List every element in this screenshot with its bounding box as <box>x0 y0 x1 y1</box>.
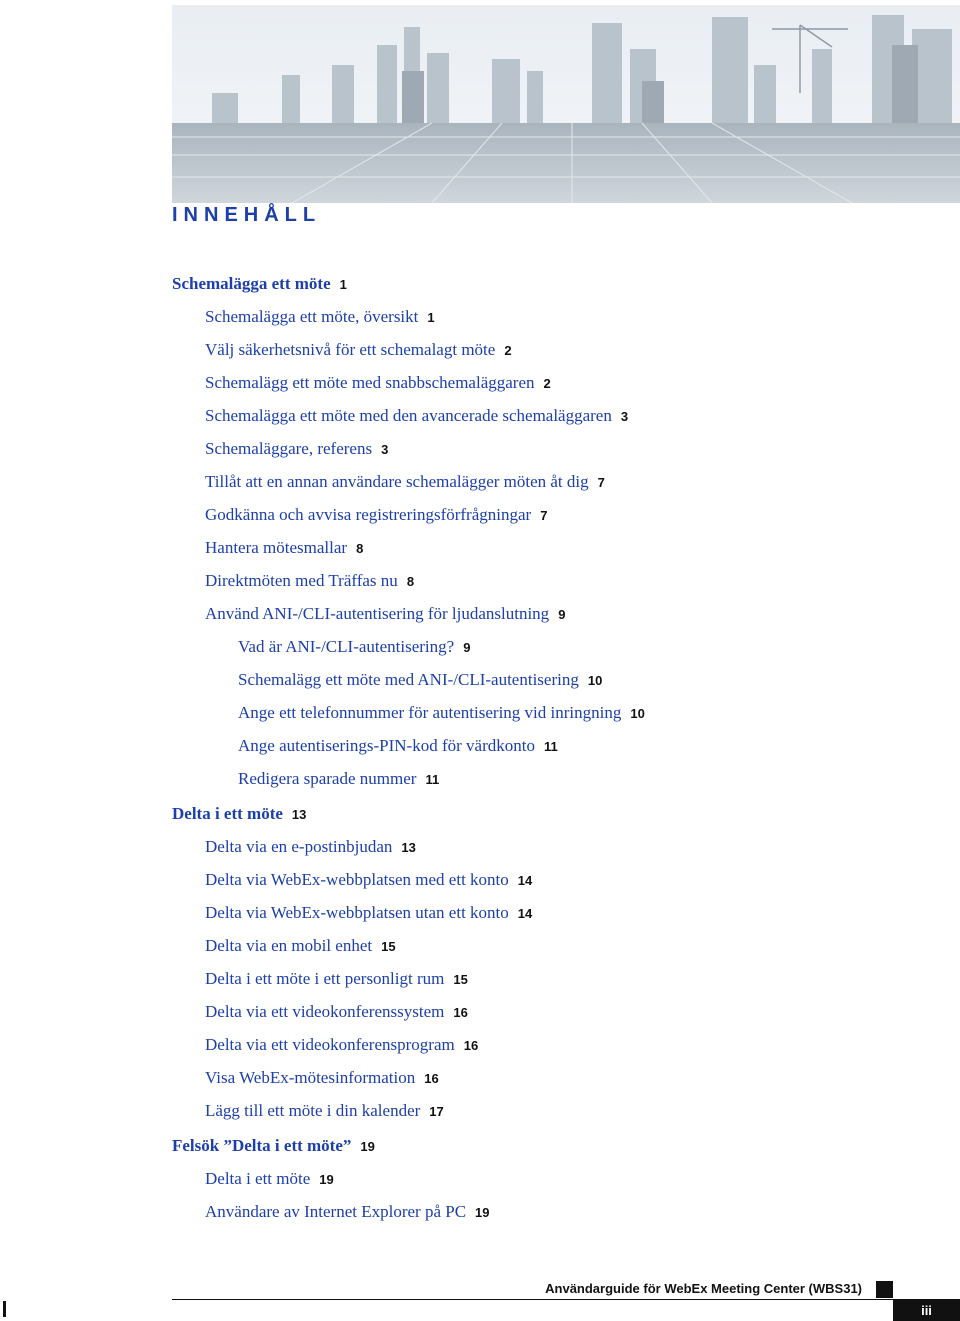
toc-entry[interactable] <box>205 837 416 858</box>
toc-entry-title: Vad är ANI-/CLI-autentisering? <box>238 637 455 656</box>
toc-entry-title: Visa WebEx-mötesinformation <box>205 1068 416 1087</box>
toc-entry[interactable] <box>205 340 512 361</box>
toc-entry-page: 16 <box>424 1071 439 1086</box>
toc-entry[interactable] <box>205 936 396 957</box>
toc-entry-title: Felsök ”Delta i ett möte” <box>172 1136 352 1155</box>
toc-entry[interactable] <box>238 736 558 757</box>
toc-entry-page: 7 <box>597 475 605 490</box>
skyline-illustration <box>172 5 960 203</box>
toc-entry-page: 17 <box>429 1104 444 1119</box>
toc-entry-page: 16 <box>463 1038 479 1053</box>
toc-entry-title: Delta i ett möte i ett personligt rum <box>205 969 445 988</box>
toc-entry-title: Hantera mötesmallar <box>205 538 348 557</box>
toc-entry[interactable] <box>238 637 470 658</box>
toc-entry-title: Schemalägga ett möte <box>172 274 331 293</box>
toc-entry[interactable] <box>205 406 628 427</box>
toc-entry[interactable] <box>205 439 388 460</box>
toc-entry[interactable] <box>205 1068 439 1089</box>
toc-entry-title: Ange autentiserings-PIN-kod för värdkonto <box>238 736 535 755</box>
toc-entry-page: 11 <box>425 772 440 787</box>
toc-entry[interactable] <box>205 870 532 891</box>
toc-entry-title: Användare av Internet Explorer på PC <box>205 1202 467 1221</box>
toc-entry[interactable] <box>172 804 306 825</box>
toc-entry-page: 3 <box>620 409 629 424</box>
toc-entry-page: 15 <box>381 939 396 954</box>
toc-entry[interactable] <box>172 1136 375 1157</box>
toc-entry[interactable] <box>205 604 565 625</box>
toc-entry-title: Tillåt att en annan användare schemalägger möten åt dig <box>205 472 589 491</box>
toc-entry[interactable] <box>205 571 414 592</box>
toc-entry-page: 19 <box>360 1139 375 1154</box>
toc-entry-title: Schemalägg ett möte med ANI-/CLI-autentisering <box>238 670 579 689</box>
toc-entry-title: Schemaläggare, referens <box>205 439 373 458</box>
toc-entry[interactable] <box>205 1002 468 1023</box>
toc-entry-page: 8 <box>356 541 364 556</box>
footer-left-marker <box>3 1301 6 1317</box>
toc-entry-title: Direktmöten med Träffas nu <box>205 571 398 590</box>
toc-entry-page: 1 <box>339 277 347 292</box>
toc-entry[interactable] <box>238 670 602 691</box>
toc-entry-title: Delta via ett videokonferenssystem <box>205 1002 445 1021</box>
toc-entry-page: 3 <box>381 442 389 457</box>
toc-entry-page: 15 <box>453 972 468 987</box>
toc-entry-page: 19 <box>475 1205 490 1220</box>
toc-entry-title: Schemalägga ett möte, översikt <box>205 307 419 326</box>
toc-entry-title: Välj säkerhetsnivå för ett schemalagt möte <box>205 340 496 359</box>
toc-entry-page: 14 <box>517 873 533 888</box>
toc-entry-page: 7 <box>540 508 548 523</box>
toc-entry[interactable] <box>238 769 439 790</box>
toc-entry[interactable] <box>205 373 551 394</box>
toc-entry[interactable] <box>205 969 468 990</box>
toc-entry-title: Schemalägg ett möte med snabbschemaläggaren <box>205 373 535 392</box>
toc-entry-page: 1 <box>427 310 435 325</box>
toc-entry-title: Delta via en e-postinbjudan <box>205 837 393 856</box>
toc-entry[interactable] <box>205 307 435 328</box>
toc-entry[interactable] <box>205 538 363 559</box>
toc-entry-title: Delta i ett möte <box>172 804 283 823</box>
toc-entry-title: Delta via WebEx-webbplatsen med ett konto <box>205 870 509 889</box>
toc-entry-title: Använd ANI-/CLI-autentisering för ljudanslutning <box>205 604 550 623</box>
cover-photo-city-skyline <box>172 5 960 203</box>
toc-entry[interactable] <box>205 1035 478 1056</box>
toc-entry-page: 2 <box>504 343 512 358</box>
toc-entry[interactable] <box>205 505 547 526</box>
toc-entry-title: Redigera sparade nummer <box>238 769 417 788</box>
toc-entry-title: Delta i ett möte <box>205 1169 311 1188</box>
toc-entry-title: Lägg till ett möte i din kalender <box>205 1101 421 1120</box>
toc-heading: INNEHÅLL <box>172 204 322 226</box>
toc-entry-page: 19 <box>319 1172 334 1187</box>
toc-entry-page: 9 <box>558 607 566 622</box>
toc-entry[interactable] <box>172 274 347 295</box>
toc-entry-title: Delta via en mobil enhet <box>205 936 373 955</box>
toc-entry-title: Delta via WebEx-webbplatsen utan ett konto <box>205 903 509 922</box>
toc-entry-page: 10 <box>630 706 645 721</box>
toc-entry[interactable] <box>205 1101 444 1122</box>
toc-entry-page: 13 <box>401 840 416 855</box>
toc-entry-page: 8 <box>406 574 415 589</box>
toc-entry[interactable] <box>238 703 645 724</box>
toc-entry[interactable] <box>205 1202 490 1223</box>
footer-rule <box>172 1299 960 1300</box>
footer-marker-block <box>876 1281 893 1298</box>
toc-entry-title: Ange ett telefonnummer för autentisering vid inringning <box>238 703 622 722</box>
toc-entry-page: 11 <box>543 739 558 754</box>
toc-entry[interactable] <box>205 903 532 924</box>
page-number: iii <box>893 1300 960 1321</box>
toc-entry[interactable] <box>205 1169 334 1190</box>
toc-entry-page: 14 <box>517 906 533 921</box>
toc-entry[interactable] <box>205 472 605 493</box>
toc-entry-title: Schemalägga ett möte med den avancerade schemaläggaren <box>205 406 612 425</box>
footer-guide-title: Användarguide för WebEx Meeting Center (WBS31) <box>545 1281 862 1296</box>
toc-entry-title: Godkänna och avvisa registreringsförfrågningar <box>205 505 532 524</box>
toc-entry-page: 16 <box>453 1005 468 1020</box>
toc-entry-title: Delta via ett videokonferensprogram <box>205 1035 455 1054</box>
toc-entry-page: 10 <box>587 673 603 688</box>
toc-entry-page: 13 <box>291 807 307 822</box>
toc-entry-page: 9 <box>463 640 471 655</box>
toc-entry-page: 2 <box>543 376 551 391</box>
